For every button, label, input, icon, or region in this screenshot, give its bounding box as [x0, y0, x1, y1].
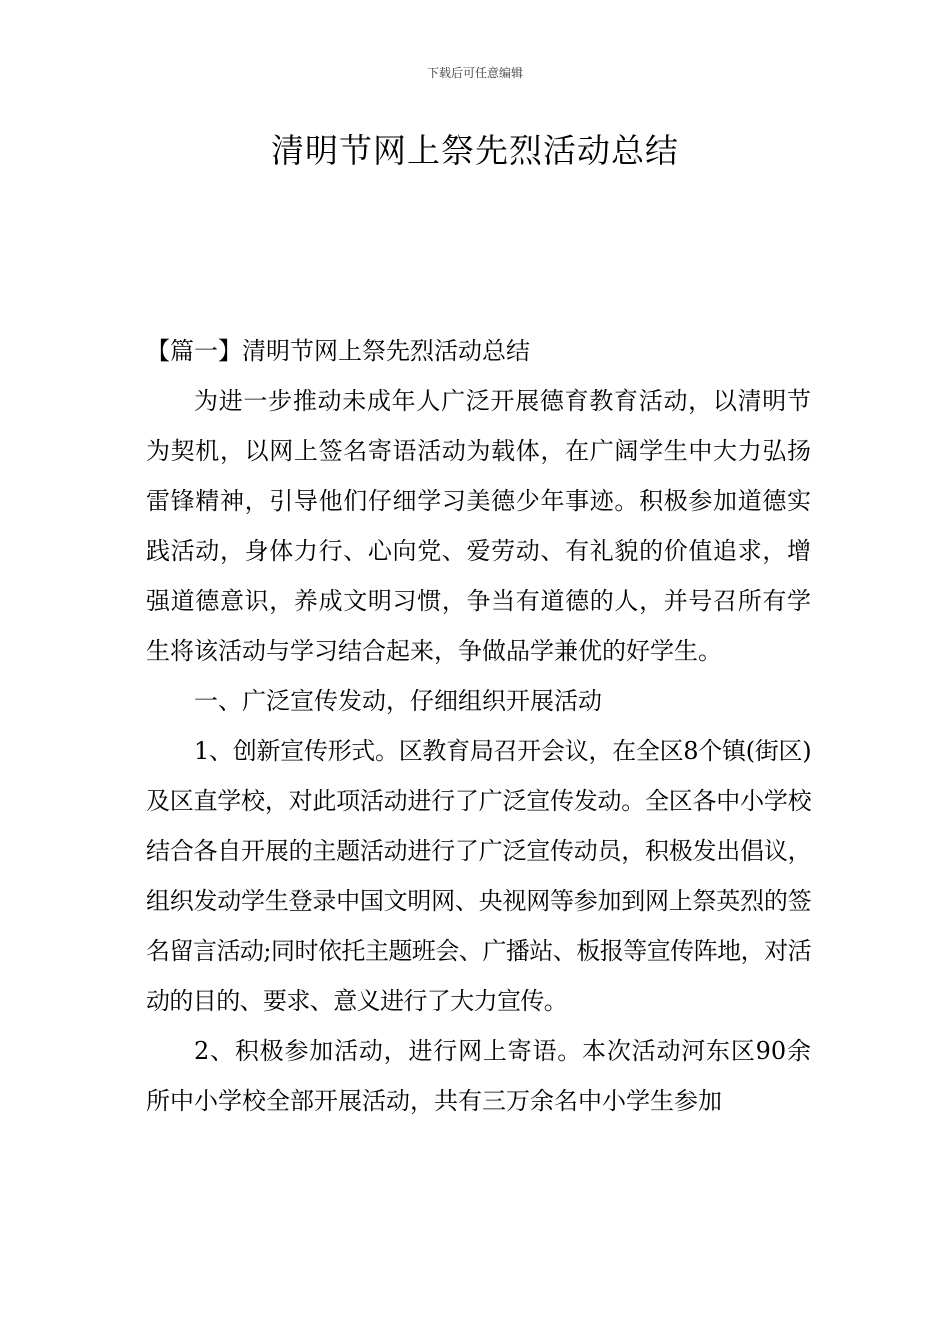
subheading-paragraph: 一、广泛宣传发动，仔细组织开展活动: [194, 687, 602, 715]
document-body: [146, 326, 811, 1126]
item-2-paragraph: 2、积极参加活动，进行网上寄语。本次活动河东区90余所中小学校全部开展活动，共有三万余名中小学生参加: [146, 1037, 811, 1115]
intro-paragraph: 为进一步推动未成年人广泛开展德育教育活动，以清明节为契机，以网上签名寄语活动为载体，在广阔学生中大力弘扬雷锋精神，引导他们仔细学习美德少年事迹。积极参加道德实践活动，身体力行、心向党、爱劳动、有礼貌的价值追求，增强道德意识，养成文明习惯，争当有道德的人，并号召所有学生将该活动与学习结合起来，争做品学兼优的好学生。: [146, 387, 811, 665]
section-heading: 【篇一】清明节网上祭先烈活动总结: [146, 337, 530, 365]
document-title: 清明节网上祭先烈活动总结: [271, 131, 679, 170]
page-header-note: 下载后可任意编辑: [426, 66, 523, 80]
item-1-paragraph: 1、创新宣传形式。区教育局召开会议，在全区8个镇(街区)及区直学校，对此项活动进行了广泛宣传发动。全区各中小学校结合各自开展的主题活动进行了广泛宣传动员，积极发出倡议，组织发动学生登录中国文明网、央视网等参加到网上祭英烈的签名留言活动;同时依托主题班会、广播站、板报等宣传阵地，对活动的目的、要求、意义进行了大力宣传。: [146, 737, 811, 1015]
